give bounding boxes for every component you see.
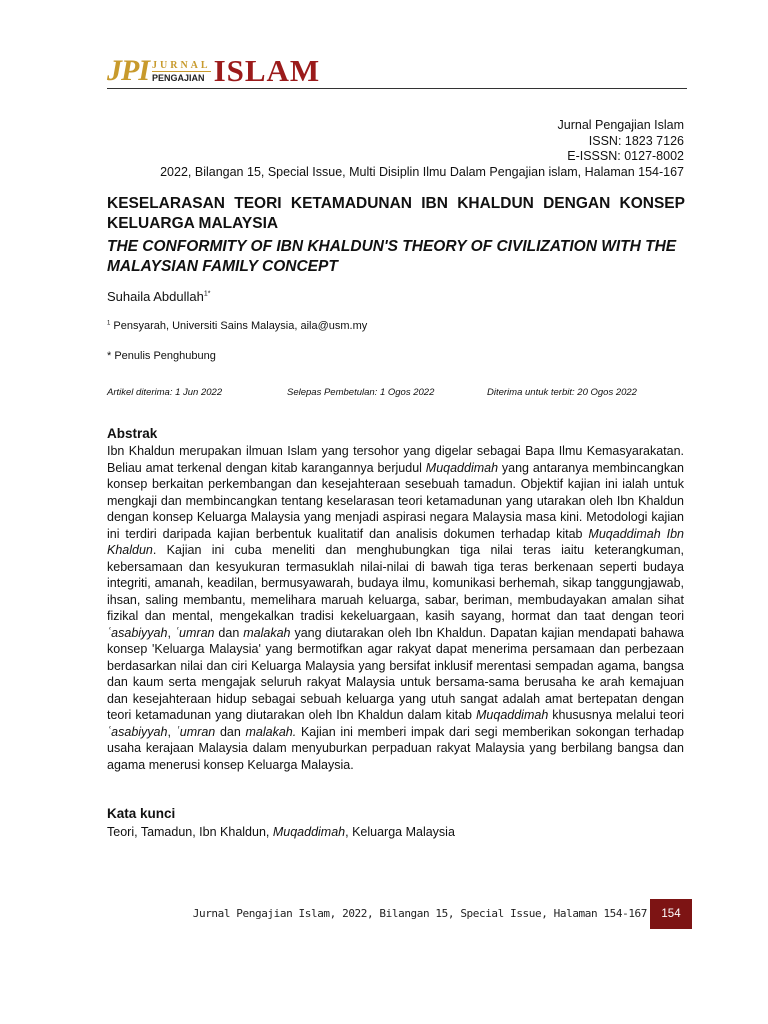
abstract-italic-run: ʿumran — [175, 724, 216, 739]
affiliation — [107, 320, 367, 332]
journal-issn: ISSN: 1823 7126 — [588, 133, 684, 148]
journal-header — [107, 50, 687, 89]
footer-citation: Jurnal Pengajian Islam, 2022, Bilangan 15, Special Issue, Halaman 154-167 — [192, 907, 647, 920]
logo-islam-text: ISLAM — [213, 53, 321, 88]
abstract-italic-run: Muqaddimah — [425, 460, 499, 475]
affiliation-marker: 1 — [107, 320, 111, 327]
abstract-text-run: . Kajian ini cuba meneliti dan menghubungkan tiga nilai teras iaitu keterangkuman, kebersamaan dan kesyukuran termasuklah nilai-nilai di bawah tiga teras berkenaan seperti budaya integriti, amanah, keadilan, bermusyawarah, budaya ilmu, komunikasi berhemah, sikap tanggungjawab, ihsan, saling membantu, memelihara maruah keluarga, sabar, beriman, membudayakan amalan sihat fizikal dan mental, mengekalkan tradisi kekeluargaan, kasih sayang, hormat dan taat dengan teori — [107, 543, 684, 623]
abstract-text-run: , — [167, 625, 175, 640]
logo-jpi-mark: JPI — [107, 54, 149, 87]
logo-jurnal-text: JURNAL — [152, 60, 211, 71]
abstract-italic-run: malakah. — [245, 724, 297, 739]
title-malay: KESELARASAN TEORI KETAMADUNAN IBN KHALDUN DENGAN KONSEP KELUARGA MALAYSIA — [107, 195, 685, 232]
journal-info — [160, 118, 684, 180]
abstract-italic-run: ʿasabiyyah — [107, 724, 168, 739]
abstract-text-run: , — [167, 724, 176, 739]
logo-subtitle — [152, 60, 211, 83]
date-accepted: Diterima untuk terbit: 20 Ogos 2022 — [487, 387, 637, 398]
date-received: Artikel diterima: 1 Jun 2022 — [107, 387, 223, 398]
abstract-italic-run: Muqaddimah Ibn Khaldun — [107, 526, 684, 557]
abstract-text-run: Kajian ini memberi impak dari segi memberikan sokongan terhadap usaha kerajaan Malaysia dalam menyuburkan perpaduan rakyat Malaysia yang berbilang bangsa dan agama menerusi konsep Keluarga Malaysia. — [107, 724, 684, 772]
keywords-after: , Keluarga Malaysia — [345, 825, 455, 839]
logo-pengajian-text: PENGAJIAN — [152, 71, 211, 83]
keywords-before: Teori, Tamadun, Ibn Khaldun, — [107, 825, 273, 839]
journal-issue: 2022, Bilangan 15, Special Issue, Multi Disiplin Ilmu Dalam Pengajian islam, Halaman 154-167 — [160, 164, 684, 179]
abstract-italic-run: malakah — [243, 625, 291, 640]
author-marker: 1* — [203, 290, 211, 298]
abstract-text-run: dan — [214, 625, 244, 640]
corresponding-note: * Penulis Penghubung — [107, 350, 216, 362]
date-revised: Selepas Pembetulan: 1 Ogos 2022 — [287, 387, 435, 398]
page-footer — [150, 899, 692, 929]
abstract-text-run: dan — [215, 724, 246, 739]
journal-name: Jurnal Pengajian Islam — [557, 118, 684, 132]
abstract-heading: Abstrak — [107, 426, 158, 441]
abstract-italic-run: Muqaddimah — [476, 708, 549, 722]
abstract-text-run: yang antaranya membincangkan konsep berkaitan perkembangan dan kesejahteraan sesebuah tamadun. Objektif kajian ini ialah untuk mengkaji dan membincangkan tentang keselarasan teori ketamadunan yang utarakan oleh Ibn Khaldun dengan konsep Keluarga Malaysia yang menjadi aspirasi negara Malaysia masa kini. Metodologi kajian ini terdiri daripada kajian berbentuk kualitatif dan analisis dokumen terhadap kitab — [107, 460, 684, 541]
journal-eissn: E-ISSSN: 0127-8002 — [567, 149, 684, 163]
abstract-italic-run: ʿasabiyyah — [107, 625, 168, 640]
keywords-italic: Muqaddimah — [272, 825, 346, 839]
author-line — [107, 289, 210, 304]
abstract-text-run: yang diutarakan oleh Ibn Khaldun. Dapatan kajian mendapati bahawa konsep 'Keluarga Malaysia' yang bermotifkan agar rakyat dapat menerima persamaan dan perbezaan berdasarkan nilai dan ciri Keluarga Malaysia yang bersifat inklusif merentasi sempadan agama, bangsa dan kaum serta mengajak seluruh rakyat Malaysia untuk bersama-sama berusaha ke arah kemajuan dan kesejahteraan hidup sebagai sebuah keluarga yang utuh sangat adalah amat bertepatan dengan teori ketamadunan yang diutarakan oleh Ibn Khaldun dalam kitab — [107, 625, 684, 722]
abstract-text-run: khususnya melalui teori — [548, 708, 684, 722]
abstract-italic-run: ʿumran — [174, 625, 215, 640]
keywords-text — [107, 825, 455, 839]
journal-logo — [107, 52, 320, 86]
affiliation-text: Pensyarah, Universiti Sains Malaysia, aila@usm.my — [113, 320, 368, 332]
title-english: THE CONFORMITY OF IBN KHALDUN'S THEORY OF CIVILIZATION WITH THE MALAYSIAN FAMILY CONCEPT — [107, 238, 677, 275]
author-name: Suhaila Abdullah — [107, 289, 204, 304]
page-number: 154 — [650, 899, 692, 929]
abstract-body — [107, 443, 684, 773]
abstract-text-run: Ibn Khaldun merupakan ilmuan Islam yang tersohor yang digelar sebagai Bapa Ilmu Kemasyarakatan. Beliau amat terkenal dengan kitab karangannya berjudul — [107, 444, 684, 475]
keywords-heading: Kata kunci — [107, 806, 176, 821]
